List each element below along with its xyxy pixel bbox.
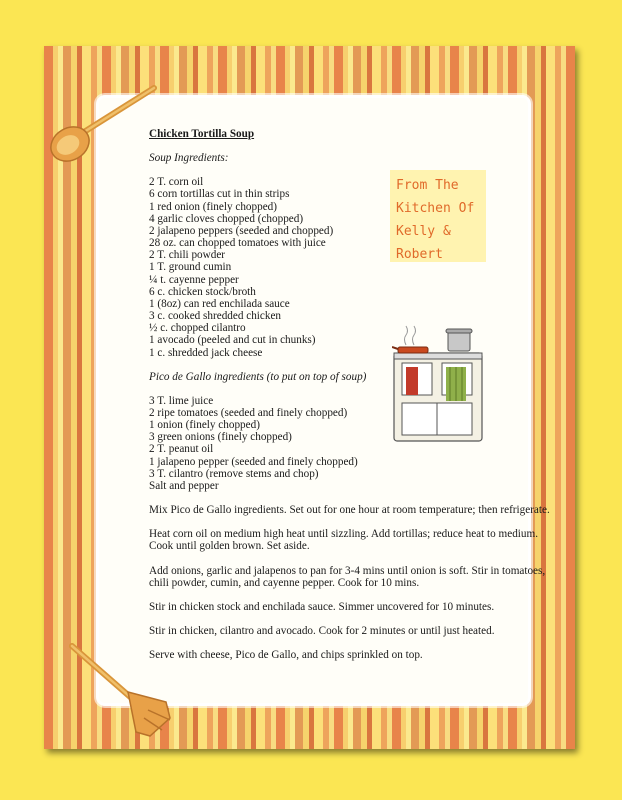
instruction-step: Add onions, garlic and jalapenos to pan for 3-4 mins until onion is soft. Stir in tomatoes, chili powder, cumin, and cayenne pepper. Cook for 10 mins. [149, 564, 546, 589]
recipe-content [149, 128, 559, 661]
pico-ingredients-heading: Pico de Gallo ingredients (to put on top of soup) [149, 370, 367, 383]
ingredient-item: 3 T. lime juice [149, 394, 214, 407]
ingredient-item: 2 jalapeno peppers (seeded and chopped) [149, 224, 334, 237]
ingredient-item: Salt and pepper [149, 479, 219, 492]
ingredient-item: ½ c. chopped cilantro [149, 322, 246, 335]
soup-ingredients-list [149, 176, 559, 358]
ingredient-item: 4 garlic cloves chopped (chopped) [149, 212, 304, 225]
instruction-step: Stir in chicken stock and enchilada sauce. Simmer uncovered for 10 minutes. [149, 600, 495, 613]
wooden-spoon-icon [46, 82, 161, 167]
ingredient-item: 6 corn tortillas cut in thin strips [149, 188, 290, 201]
ingredient-item: 3 c. cooked shredded chicken [149, 310, 282, 323]
ingredient-item: 1 T. ground cumin [149, 261, 232, 274]
ingredient-item: 1 (8oz) can red enchilada sauce [149, 297, 290, 310]
ingredient-item: 3 T. cilantro (remove stems and chop) [149, 467, 319, 480]
soup-ingredients-heading: Soup Ingredients: [149, 152, 229, 165]
note-line: Kitchen Of [396, 201, 475, 216]
ingredient-item: ¼ t. cayenne pepper [149, 273, 239, 286]
note-line: Kelly & [396, 224, 451, 239]
ingredient-item: 28 oz. can chopped tomatoes with juice [149, 237, 326, 250]
ingredient-item: 2 T. chili powder [149, 249, 226, 262]
recipe-title: Chicken Tortilla Soup [149, 128, 255, 140]
note-line: Robert [396, 247, 443, 262]
ingredient-item: 1 jalapeno pepper (seeded and finely chopped) [149, 455, 358, 468]
instruction-step: Serve with cheese, Pico de Gallo, and chips sprinkled on top. [149, 649, 423, 662]
instruction-step: Heat corn oil on medium high heat until sizzling. Add tortillas; reduce heat to medium. Cook until golden brown. Set aside. [149, 528, 538, 553]
ingredient-item: 2 T. peanut oil [149, 443, 214, 456]
ingredient-item: 1 avocado (peeled and cut in chunks) [149, 334, 316, 347]
pico-ingredients-list [149, 395, 559, 492]
ingredient-item: 2 ripe tomatoes (seeded and finely chopped) [149, 406, 348, 419]
note-line: From The [396, 178, 459, 193]
ingredient-item: 1 red onion (finely chopped) [149, 200, 277, 213]
ingredient-item: 2 T. corn oil [149, 176, 204, 189]
ingredient-item: 3 green onions (finely chopped) [149, 431, 292, 444]
instruction-step: Mix Pico de Gallo ingredients. Set out for one hour at room temperature; then refrigerate. [149, 504, 550, 517]
ingredient-item: 6 c. chicken stock/broth [149, 285, 256, 298]
instruction-step: Stir in chicken, cilantro and avocado. Cook for 2 minutes or until just heated. [149, 625, 495, 637]
ingredient-item: 1 onion (finely chopped) [149, 419, 260, 432]
ingredient-item: 1 c. shredded jack cheese [149, 346, 263, 359]
